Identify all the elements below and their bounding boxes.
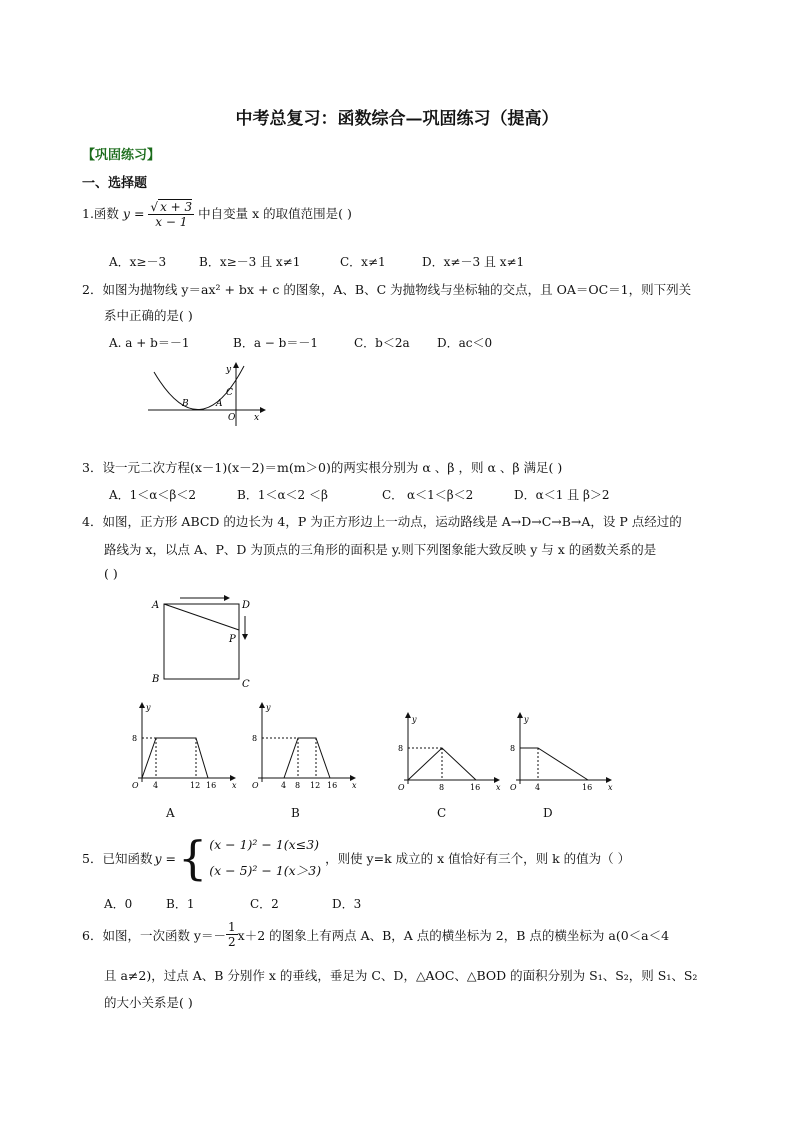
q5-brace: { (177, 831, 208, 885)
q5-option-b: B．1 (166, 897, 195, 911)
graph-d-label-x: x (608, 783, 613, 792)
graph-a-y-arrow (139, 702, 145, 708)
graph-b-label-o: O (252, 781, 259, 790)
q5-piece-2: (x − 5)² − 1(x＞3) (209, 863, 322, 878)
question-1 (82, 200, 352, 229)
q2-label-c: C (226, 388, 233, 398)
q2-option-d: D．ac＜0 (437, 336, 493, 350)
q4-label-c: C (242, 679, 250, 690)
q5-pieces (209, 832, 321, 884)
q2-label-x: x (254, 413, 260, 423)
q1-option-b: B．x≥－3 且 x≠1 (199, 255, 301, 269)
q6-suffix: x＋2 的图象上有两点 A、B，A 点的横坐标为 2，B 点的横坐标为 a(0＜a＜4 (237, 927, 670, 943)
q2-option-c: C．b＜2a (354, 336, 410, 350)
graph-a-label-x: x (232, 781, 237, 790)
graph-b-label-x: x (352, 781, 357, 790)
graph-c-label-o: O (398, 783, 405, 792)
q4-label-d: D (242, 600, 251, 611)
q5-suffix: ，则使 y=k 成立的 x 值恰好有三个，则 k 的值为（ ） (325, 851, 631, 866)
q3-option-c: C． α＜1＜β＜2 (382, 488, 474, 502)
q6-line1 (82, 920, 669, 949)
graph-a-tick-8: 8 (132, 734, 138, 743)
q4-square (164, 604, 239, 679)
q5-option-a: A．0 (104, 897, 133, 911)
q4-square-figure (144, 590, 259, 690)
graph-b-tick-4: 4 (281, 781, 287, 790)
q4-label-b: B (152, 674, 160, 685)
q6-prefix: 6．如图，一次函数 y＝－ (82, 927, 226, 943)
q2-label-b: B (182, 399, 189, 409)
q1-numerator: x + 3 (160, 200, 193, 214)
graph-b-tick-8: 8 (295, 781, 301, 790)
graph-b-tick-16: 16 (327, 781, 338, 790)
q1-option-c: C．x≠1 (340, 255, 386, 269)
q1-y-eq: y = (122, 206, 145, 221)
q2-y-arrow (233, 362, 239, 368)
q2-line1: 2．如图为抛物线 y＝ax² + bx + c 的图象，A、B、C 为抛物线与坐标轴的交点，且 OA＝OC＝1，则下列关 (82, 282, 692, 297)
graph-c-label-x: x (496, 783, 501, 792)
graph-c-caption: C (437, 806, 447, 820)
graph-a-caption: A (166, 806, 175, 820)
q6-frac-den: 2 (228, 935, 236, 949)
q5-prefix: 5．已知函数 (82, 851, 153, 866)
q2-label-y: y (226, 365, 232, 375)
q5-option-c: C．2 (250, 897, 279, 911)
graph-c-tick-8y: 8 (398, 744, 404, 753)
graph-a-tick-16: 16 (206, 781, 217, 790)
graph-a-label-o: O (132, 781, 139, 790)
graph-c-label-y: y (412, 715, 417, 724)
q4-line2: 路线为 x，以点 A、P、D 为顶点的三角形的面积是 y.则下列图象能大致反映 y 与 x 的函数关系的是 (104, 542, 657, 557)
graph-d-line (520, 748, 588, 780)
q1-prefix: 1.函数 (82, 206, 119, 221)
q4-label-a: A (152, 600, 160, 611)
graph-b-y-arrow (259, 702, 265, 708)
q3-line1: 3．设一元二次方程(x－1)(x－2)＝m(m＞0)的两实根分别为 α 、β ，则 α 、β 满足( ) (82, 460, 563, 475)
graph-b-tick-8y: 8 (252, 734, 258, 743)
q5-option-d: D．3 (332, 897, 362, 911)
q4-segment-ap (164, 604, 239, 630)
q6-line2: 且 a≠2)，过点 A、B 分别作 x 的垂线，垂足为 C、D，△AOC、△BOD 的面积分别为 S₁、S₂，则 S₁、S₂ (104, 968, 698, 983)
graph-a-label-y: y (146, 703, 151, 712)
q2-option-b: B．a − b＝－1 (233, 336, 318, 350)
q4-label-p: P (229, 634, 236, 645)
section-tag: 【巩固练习】 (82, 148, 161, 163)
graph-c-y-arrow (405, 712, 411, 718)
q6-fraction (226, 920, 238, 949)
question-5 (82, 832, 630, 884)
graph-d-tick-16: 16 (582, 783, 593, 792)
q4-graph-a (122, 700, 242, 800)
q4-line1: 4．如图，正方形 ABCD 的边长为 4，P 为正方形边上一动点，运动路线是 A→D→C→B→A，设 P 点经过的 (82, 514, 682, 529)
q3-option-a: A．1＜α＜β＜2 (109, 488, 196, 502)
q6-frac-num: 1 (228, 920, 236, 934)
q6-line3: 的大小关系是( ) (104, 995, 193, 1010)
graph-b-label-y: y (266, 703, 271, 712)
q2-label-a: A (216, 399, 223, 409)
q2-option-a: A. a + b＝－1 (109, 336, 190, 350)
graph-b-caption: B (291, 806, 300, 820)
graph-b-line (284, 738, 330, 778)
graph-d-label-o: O (510, 783, 517, 792)
q3-option-b: B．1＜α＜2 ＜β (237, 488, 328, 502)
graph-a-tick-4: 4 (153, 781, 159, 790)
q2-label-o: O (228, 413, 236, 423)
q5-piece-1: (x − 1)² − 1(x≤3) (209, 837, 320, 852)
q2-line2: 系中正确的是( ) (104, 308, 193, 323)
q2-x-arrow (260, 407, 266, 413)
graph-d-label-y: y (524, 715, 529, 724)
graph-c-tick-8: 8 (439, 783, 445, 792)
graph-d-tick-8y: 8 (510, 744, 516, 753)
graph-d-caption: D (543, 806, 553, 820)
q4-arrow-right-head (242, 634, 248, 640)
section-heading: 一、选择题 (82, 176, 148, 191)
q1-option-d: D．x≠－3 且 x≠1 (422, 255, 525, 269)
graph-d-tick-4: 4 (535, 783, 541, 792)
graph-c-tick-16: 16 (470, 783, 481, 792)
graph-b-tick-12: 12 (310, 781, 321, 790)
graph-a-line (142, 738, 208, 778)
q4-graph-b (242, 700, 362, 800)
q1-option-a: A．x≥－3 (109, 255, 167, 269)
page-title: 中考总复习：函数综合—巩固练习（提高） (235, 109, 559, 129)
q4-line3: ( ) (104, 566, 118, 581)
q3-option-d: D．α＜1 且 β＞2 (514, 488, 610, 502)
q4-arrow-top-head (224, 595, 230, 601)
q1-denominator: x − 1 (155, 215, 188, 229)
graph-d-y-arrow (517, 712, 523, 718)
q1-fraction: $\frac{√ x + 3}{x - 1}$ (150, 200, 193, 229)
q1-suffix: 中自变量 x 的取值范围是( ) (198, 206, 352, 221)
q4-graph-d (502, 710, 622, 800)
q5-y-eq: y = (154, 850, 176, 866)
q4-graph-c (390, 710, 510, 800)
q2-parabola-figure (140, 360, 270, 430)
graph-a-tick-12: 12 (190, 781, 201, 790)
